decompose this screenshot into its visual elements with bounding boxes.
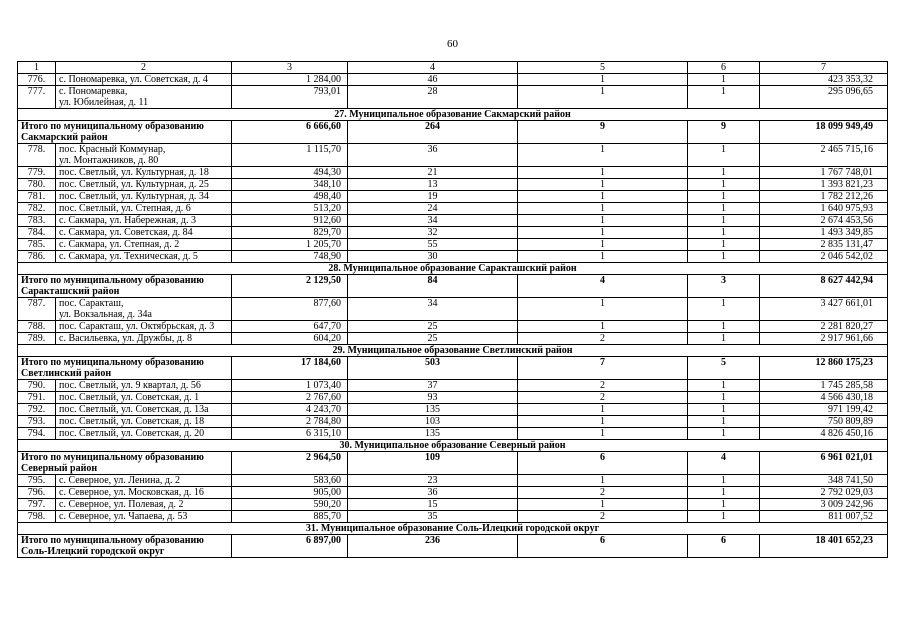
total-row — [18, 357, 888, 380]
col4-value: 55 — [348, 239, 518, 251]
table-row — [18, 499, 888, 511]
total-col5: 7 — [518, 357, 688, 380]
address: пос. Светлый, ул. Советская, д. 13а — [56, 404, 232, 416]
area: 1 073,40 — [232, 380, 348, 392]
cost: 750 809,89 — [760, 416, 888, 428]
col4-value: 34 — [348, 215, 518, 227]
page-number: 60 — [447, 38, 458, 50]
total-col4: 236 — [348, 535, 518, 558]
column-number: 7 — [760, 62, 888, 74]
area: 590,20 — [232, 499, 348, 511]
section-title: 30. Муниципальное образование Северный район — [18, 440, 888, 452]
total-col4: 503 — [348, 357, 518, 380]
section-header-row — [18, 345, 888, 357]
table-row — [18, 298, 888, 321]
row-number: 795. — [18, 475, 56, 487]
col4-value: 21 — [348, 167, 518, 179]
column-number: 4 — [348, 62, 518, 74]
address: пос. Саракташ, ул. Октябрьская, д. 3 — [56, 321, 232, 333]
total-label: Итого по муниципальному образованию Соль-Илецкий городской округ — [18, 535, 232, 558]
total-area: 2 129,50 — [232, 275, 348, 298]
address: пос. Светлый, ул. 9 квартал, д. 56 — [56, 380, 232, 392]
total-row — [18, 452, 888, 475]
col5-value: 1 — [518, 251, 688, 263]
col6-value: 1 — [688, 74, 760, 86]
cost: 2 835 131,47 — [760, 239, 888, 251]
area: 6 315,10 — [232, 428, 348, 440]
cost: 348 741,50 — [760, 475, 888, 487]
total-col6: 9 — [688, 121, 760, 144]
row-number: 798. — [18, 511, 56, 523]
col5-value: 1 — [518, 428, 688, 440]
row-number: 791. — [18, 392, 56, 404]
col6-value: 1 — [688, 380, 760, 392]
row-number: 794. — [18, 428, 56, 440]
col4-value: 46 — [348, 74, 518, 86]
cost: 2 046 542,02 — [760, 251, 888, 263]
row-number: 785. — [18, 239, 56, 251]
col4-value: 30 — [348, 251, 518, 263]
row-number: 797. — [18, 499, 56, 511]
total-col6: 3 — [688, 275, 760, 298]
total-area: 2 964,50 — [232, 452, 348, 475]
cost: 1 782 212,26 — [760, 191, 888, 203]
row-number: 793. — [18, 416, 56, 428]
address: пос. Светлый, ул. Степная, д. 6 — [56, 203, 232, 215]
table-row — [18, 203, 888, 215]
col4-value: 135 — [348, 428, 518, 440]
col6-value: 1 — [688, 298, 760, 321]
area: 2 784,80 — [232, 416, 348, 428]
col4-value: 36 — [348, 487, 518, 499]
total-col5: 6 — [518, 452, 688, 475]
total-cost: 6 961 021,01 — [760, 452, 888, 475]
table-row — [18, 179, 888, 191]
total-col4: 109 — [348, 452, 518, 475]
col6-value: 1 — [688, 499, 760, 511]
col5-value: 1 — [518, 203, 688, 215]
address: с. Сакмара, ул. Степная, д. 2 — [56, 239, 232, 251]
table-body — [18, 62, 888, 558]
row-number: 792. — [18, 404, 56, 416]
cost: 2 281 820,27 — [760, 321, 888, 333]
col6-value: 1 — [688, 215, 760, 227]
col5-value: 2 — [518, 380, 688, 392]
total-col6: 6 — [688, 535, 760, 558]
total-col4: 84 — [348, 275, 518, 298]
area: 513,20 — [232, 203, 348, 215]
area: 647,70 — [232, 321, 348, 333]
cost: 2 674 453,56 — [760, 215, 888, 227]
cost: 4 566 430,18 — [760, 392, 888, 404]
address: с. Северное, ул. Московская, д. 16 — [56, 487, 232, 499]
column-number: 6 — [688, 62, 760, 74]
table-row — [18, 321, 888, 333]
table-row — [18, 404, 888, 416]
col5-value: 2 — [518, 333, 688, 345]
col4-value: 25 — [348, 321, 518, 333]
area: 1 284,00 — [232, 74, 348, 86]
total-label: Итого по муниципальному образованию Сакмарский район — [18, 121, 232, 144]
section-header-row — [18, 109, 888, 121]
cost: 295 096,65 — [760, 86, 888, 109]
row-number: 779. — [18, 167, 56, 179]
cost: 3 427 661,01 — [760, 298, 888, 321]
total-label: Итого по муниципальному образованию Северный район — [18, 452, 232, 475]
area: 912,60 — [232, 215, 348, 227]
address: пос. Светлый, ул. Культурная, д. 25 — [56, 179, 232, 191]
row-number: 782. — [18, 203, 56, 215]
col6-value: 1 — [688, 416, 760, 428]
table-row — [18, 167, 888, 179]
col4-value: 25 — [348, 333, 518, 345]
col4-value: 93 — [348, 392, 518, 404]
total-col6: 4 — [688, 452, 760, 475]
col5-value: 1 — [518, 298, 688, 321]
table-row — [18, 215, 888, 227]
table-row — [18, 380, 888, 392]
total-row — [18, 535, 888, 558]
area: 4 243,70 — [232, 404, 348, 416]
area: 348,10 — [232, 179, 348, 191]
address: с. Сакмара, ул. Набережная, д. 3 — [56, 215, 232, 227]
col5-value: 1 — [518, 144, 688, 167]
address: пос. Светлый, ул. Советская, д. 18 — [56, 416, 232, 428]
table-row — [18, 511, 888, 523]
col4-value: 23 — [348, 475, 518, 487]
col6-value: 1 — [688, 144, 760, 167]
cost: 1 745 285,58 — [760, 380, 888, 392]
row-number: 778. — [18, 144, 56, 167]
col6-value: 1 — [688, 321, 760, 333]
area: 793,01 — [232, 86, 348, 109]
col5-value: 1 — [518, 475, 688, 487]
col4-value: 36 — [348, 144, 518, 167]
section-title: 29. Муниципальное образование Светлинский район — [18, 345, 888, 357]
row-number: 781. — [18, 191, 56, 203]
col5-value: 2 — [518, 392, 688, 404]
table-row — [18, 74, 888, 86]
col6-value: 1 — [688, 511, 760, 523]
cost: 2 792 029,03 — [760, 487, 888, 499]
cost: 971 199,42 — [760, 404, 888, 416]
row-number: 788. — [18, 321, 56, 333]
row-number: 776. — [18, 74, 56, 86]
table-row — [18, 227, 888, 239]
total-cost: 18 099 949,49 — [760, 121, 888, 144]
address: с. Северное, ул. Полевая, д. 2 — [56, 499, 232, 511]
col5-value: 1 — [518, 179, 688, 191]
col4-value: 28 — [348, 86, 518, 109]
col4-value: 13 — [348, 179, 518, 191]
col6-value: 1 — [688, 239, 760, 251]
col4-value: 103 — [348, 416, 518, 428]
cost: 811 007,52 — [760, 511, 888, 523]
cost: 1 640 975,93 — [760, 203, 888, 215]
total-area: 6 666,60 — [232, 121, 348, 144]
row-number: 789. — [18, 333, 56, 345]
col6-value: 1 — [688, 227, 760, 239]
total-col5: 4 — [518, 275, 688, 298]
col6-value: 1 — [688, 203, 760, 215]
area: 2 767,60 — [232, 392, 348, 404]
table-row — [18, 86, 888, 109]
row-number: 787. — [18, 298, 56, 321]
col4-value: 15 — [348, 499, 518, 511]
area: 494,30 — [232, 167, 348, 179]
total-area: 17 184,60 — [232, 357, 348, 380]
total-col5: 9 — [518, 121, 688, 144]
col6-value: 1 — [688, 487, 760, 499]
col5-value: 1 — [518, 86, 688, 109]
total-row — [18, 275, 888, 298]
table-row — [18, 251, 888, 263]
col4-value: 35 — [348, 511, 518, 523]
col6-value: 1 — [688, 428, 760, 440]
address: пос. Светлый, ул. Советская, д. 20 — [56, 428, 232, 440]
col4-value: 34 — [348, 298, 518, 321]
cost: 3 009 242,96 — [760, 499, 888, 511]
col5-value: 1 — [518, 191, 688, 203]
col6-value: 1 — [688, 86, 760, 109]
section-title: 27. Муниципальное образование Сакмарский район — [18, 109, 888, 121]
address: с. Северное, ул. Чапаева, д. 53 — [56, 511, 232, 523]
cost: 4 826 450,16 — [760, 428, 888, 440]
table-row — [18, 487, 888, 499]
col5-value: 2 — [518, 511, 688, 523]
col4-value: 19 — [348, 191, 518, 203]
col5-value: 1 — [518, 416, 688, 428]
area: 748,90 — [232, 251, 348, 263]
cost: 2 465 715,16 — [760, 144, 888, 167]
column-number-row — [18, 62, 888, 74]
area: 583,60 — [232, 475, 348, 487]
total-cost: 18 401 652,23 — [760, 535, 888, 558]
col6-value: 1 — [688, 333, 760, 345]
row-number: 790. — [18, 380, 56, 392]
table-row — [18, 392, 888, 404]
col5-value: 1 — [518, 499, 688, 511]
col6-value: 1 — [688, 179, 760, 191]
total-col4: 264 — [348, 121, 518, 144]
address: с. Васильевка, ул. Дружбы, д. 8 — [56, 333, 232, 345]
address: с. Северное, ул. Ленина, д. 2 — [56, 475, 232, 487]
total-label: Итого по муниципальному образованию Саракташский район — [18, 275, 232, 298]
cost: 2 917 961,66 — [760, 333, 888, 345]
table-row — [18, 239, 888, 251]
col4-value: 135 — [348, 404, 518, 416]
address: пос. Светлый, ул. Культурная, д. 18 — [56, 167, 232, 179]
address: пос. Саракташ, ул. Вокзальная, д. 34а — [56, 298, 232, 321]
row-number: 784. — [18, 227, 56, 239]
total-cost: 12 860 175,23 — [760, 357, 888, 380]
total-cost: 8 627 442,94 — [760, 275, 888, 298]
table-row — [18, 144, 888, 167]
section-title: 31. Муниципальное образование Соль-Илецкий городской округ — [18, 523, 888, 535]
col5-value: 1 — [518, 227, 688, 239]
address: пос. Светлый, ул. Культурная, д. 34 — [56, 191, 232, 203]
column-number: 5 — [518, 62, 688, 74]
row-number: 783. — [18, 215, 56, 227]
row-number: 777. — [18, 86, 56, 109]
table-row — [18, 333, 888, 345]
table-row — [18, 428, 888, 440]
column-number: 1 — [18, 62, 56, 74]
address: с. Пономаревка, ул. Юбилейная, д. 11 — [56, 86, 232, 109]
col5-value: 1 — [518, 404, 688, 416]
section-header-row — [18, 263, 888, 275]
cost: 1 393 821,23 — [760, 179, 888, 191]
col4-value: 24 — [348, 203, 518, 215]
section-header-row — [18, 440, 888, 452]
address: пос. Красный Коммунар, ул. Монтажников, д. 80 — [56, 144, 232, 167]
area: 498,40 — [232, 191, 348, 203]
col6-value: 1 — [688, 404, 760, 416]
row-number: 780. — [18, 179, 56, 191]
col5-value: 1 — [518, 167, 688, 179]
address: с. Сакмара, ул. Советская, д. 84 — [56, 227, 232, 239]
cost: 1 493 349,85 — [760, 227, 888, 239]
area: 829,70 — [232, 227, 348, 239]
col6-value: 1 — [688, 475, 760, 487]
col6-value: 1 — [688, 251, 760, 263]
column-number: 2 — [56, 62, 232, 74]
area: 604,20 — [232, 333, 348, 345]
table-row — [18, 475, 888, 487]
col6-value: 1 — [688, 167, 760, 179]
address: с. Сакмара, ул. Техническая, д. 5 — [56, 251, 232, 263]
section-header-row — [18, 523, 888, 535]
area: 885,70 — [232, 511, 348, 523]
cost: 423 353,32 — [760, 74, 888, 86]
table-row — [18, 191, 888, 203]
col6-value: 1 — [688, 392, 760, 404]
area: 877,60 — [232, 298, 348, 321]
col6-value: 1 — [688, 191, 760, 203]
cost: 1 767 748,01 — [760, 167, 888, 179]
col5-value: 1 — [518, 74, 688, 86]
total-col6: 5 — [688, 357, 760, 380]
section-title: 28. Муниципальное образование Саракташский район — [18, 263, 888, 275]
col4-value: 32 — [348, 227, 518, 239]
area: 905,00 — [232, 487, 348, 499]
column-number: 3 — [232, 62, 348, 74]
row-number: 786. — [18, 251, 56, 263]
total-row — [18, 121, 888, 144]
total-col5: 6 — [518, 535, 688, 558]
table-row — [18, 416, 888, 428]
col4-value: 37 — [348, 380, 518, 392]
row-number: 796. — [18, 487, 56, 499]
col5-value: 1 — [518, 239, 688, 251]
area: 1 205,70 — [232, 239, 348, 251]
address: пос. Светлый, ул. Советская, д. 1 — [56, 392, 232, 404]
area: 1 115,70 — [232, 144, 348, 167]
address: с. Пономаревка, ул. Советская, д. 4 — [56, 74, 232, 86]
registry-table — [17, 61, 888, 558]
col5-value: 1 — [518, 215, 688, 227]
total-label: Итого по муниципальному образованию Светлинский район — [18, 357, 232, 380]
col5-value: 2 — [518, 487, 688, 499]
col5-value: 1 — [518, 321, 688, 333]
total-area: 6 897,00 — [232, 535, 348, 558]
